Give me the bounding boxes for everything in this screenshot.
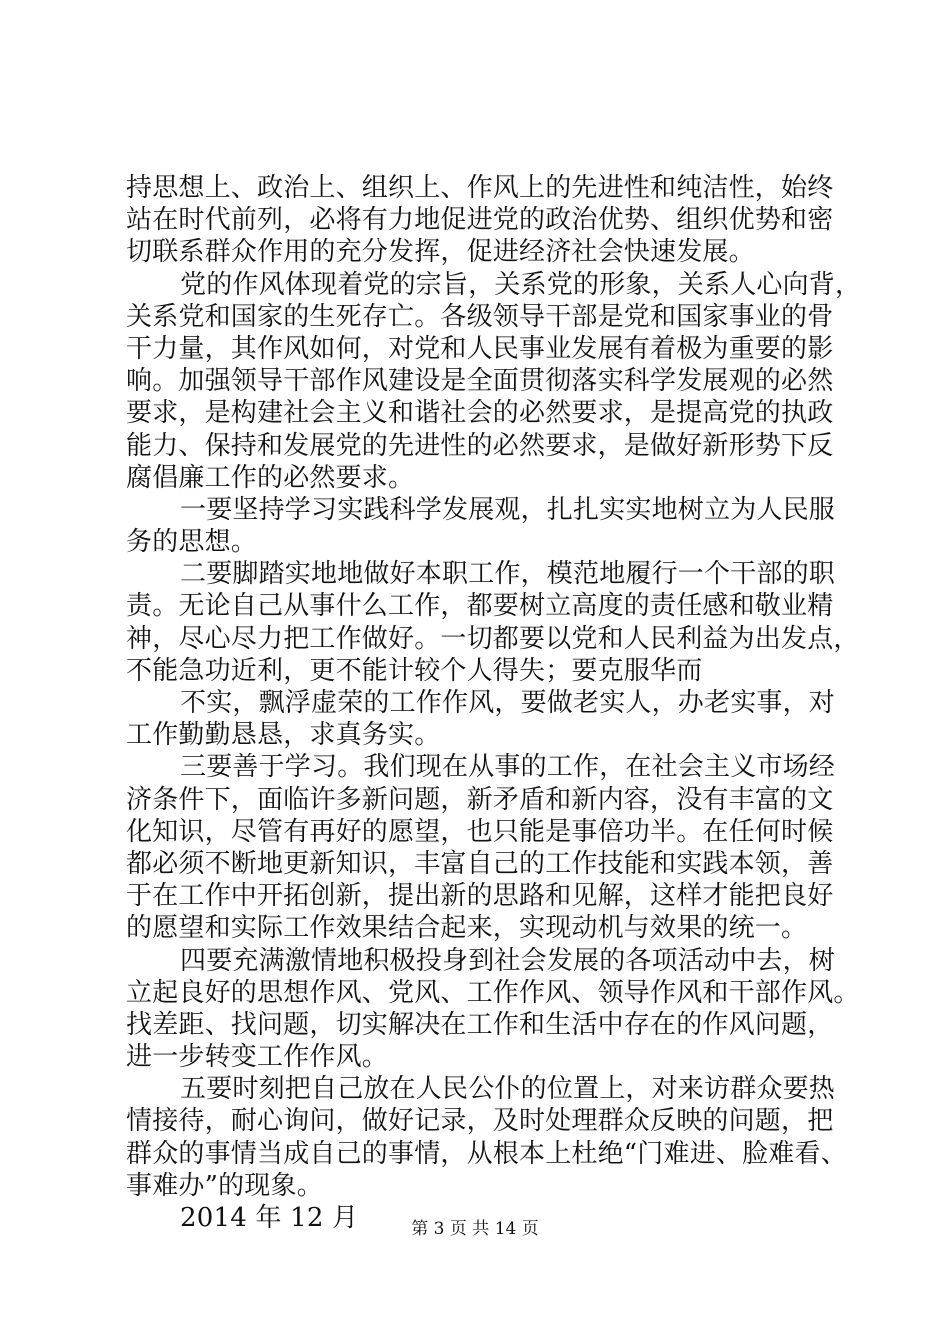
text-line: 党的作风体现着党的宗旨，关系党的形象，关系人心向背， [180, 269, 862, 300]
text-line: 要求，是构建社会主义和谐社会的必然要求，是提高党的执政 [126, 398, 834, 429]
text-line: 立起良好的思想作风、党风、工作作风、领导作风和干部作风。 [126, 977, 860, 1008]
text-line: 四要充满激情地积极投身到社会发展的各项活动中去，树 [180, 945, 836, 976]
text-line: 五要时刻把自己放在人民公仆的位置上，对来访群众要热 [180, 1074, 836, 1105]
text-line: 持思想上、政治上、组织上、作风上的先进性和纯洁性，始终 [126, 173, 834, 203]
text-line: 站在时代前列，必将有力地促进党的政治优势、组织优势和密 [126, 205, 834, 236]
text-line: 都必须不断地更新知识，丰富自己的工作技能和实践本领，善 [126, 848, 834, 879]
text-line: 济条件下，面临许多新问题，新矛盾和新内容，没有丰富的文 [126, 784, 834, 815]
text-line: 的愿望和实际工作效果结合起来，实现动机与效果的统一。 [126, 913, 808, 944]
text-line: 于在工作中开拓创新，提出新的思路和见解，这样才能把良好 [126, 881, 834, 912]
text-line: 一要坚持学习实践科学发展观，扎扎实实地树立为人民服 [180, 494, 836, 525]
text-line: 找差距、找问题，切实解决在工作和生活中存在的作风问题， [126, 1009, 834, 1040]
text-line: 切联系群众作用的充分发挥，促进经济社会快速发展。 [126, 237, 755, 268]
text-line: 情接待，耐心询问，做好记录，及时处理群众反映的问题，把 [126, 1106, 834, 1137]
text-line: 不实，飘浮虚荣的工作作风，要做老实人，办老实事，对 [180, 688, 836, 718]
text-line: 不能急功近利，更不能计较个人得失；要克服华而 [126, 655, 703, 686]
text-line: 事难办”的现象。 [126, 1170, 323, 1201]
text-line: 腐倡廉工作的必然要求。 [126, 462, 415, 493]
text-line: 能力、保持和发展党的先进性的必然要求，是做好新形势下反 [126, 430, 834, 461]
text-line: 三要善于学习。我们现在从事的工作，在社会主义市场经 [180, 752, 836, 783]
text-line: 工作勤勤恳恳，求真务实。 [126, 720, 441, 751]
text-line: 责。无论自己从事什么工作，都要树立高度的责任感和敬业精 [126, 591, 834, 622]
page-number-footer: 第 3 页 共 14 页 [411, 1219, 539, 1239]
text-line: 进一步转变工作作风。 [126, 1042, 389, 1073]
document-body [126, 172, 862, 1234]
text-line: 干力量，其作风如何，对党和人民事业发展有着极为重要的影 [126, 333, 834, 364]
text-line: 务的思想。 [126, 527, 258, 558]
text-line: 关系党和国家的生死存亡。各级领导干部是党和国家事业的骨 [126, 301, 834, 332]
text-line: 神，尽心尽力把工作做好。一切都要以党和人民利益为出发点， [126, 623, 860, 654]
document-date: 2014 年 12 月 [180, 1203, 359, 1233]
text-line: 二要脚踏实地地做好本职工作，模范地履行一个干部的职 [180, 559, 836, 590]
body-text [126, 172, 862, 1202]
text-line: 响。加强领导干部作风建设是全面贯彻落实科学发展观的必然 [126, 366, 834, 397]
text-line: 化知识，尽管有再好的愿望，也只能是事倍功半。在任何时候 [126, 816, 834, 847]
text-line: 群众的事情当成自己的事情，从根本上杜绝“门难进、脸难看、 [126, 1138, 847, 1169]
